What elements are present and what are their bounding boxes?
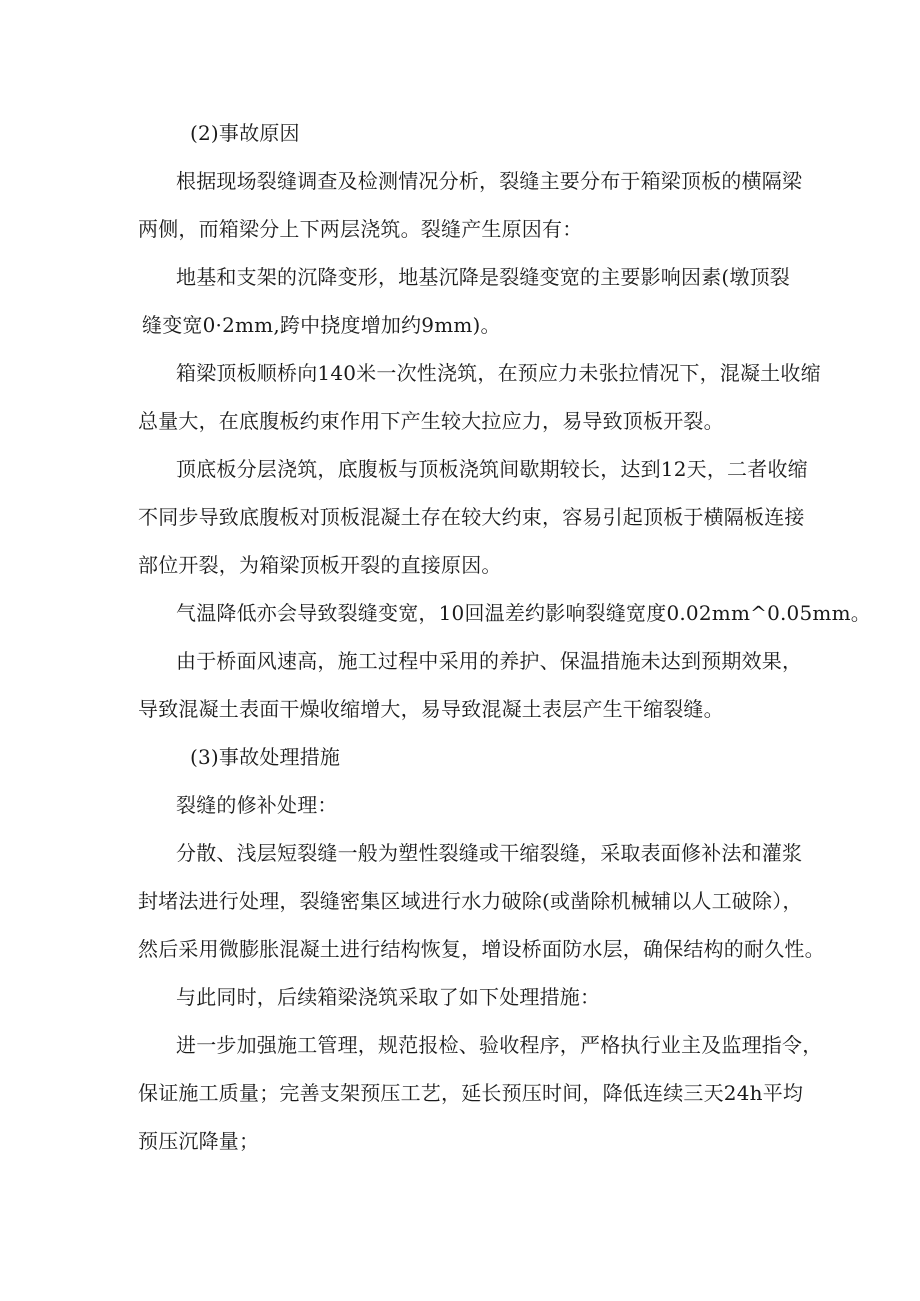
paragraph-line: 与此同时，后续箱梁浇筑采取了如下处理措施：: [176, 985, 601, 1009]
paragraph-line: 两侧，而箱梁分上下两层浇筑。裂缝产生原因有：: [138, 217, 583, 241]
section-heading-accident-handling: (3)事故处理措施: [190, 745, 341, 769]
paragraph-line: 进一步加强施工管理，规范报检、验收程序，严格执行业主及监理指令，: [176, 1033, 823, 1057]
paragraph-line: 箱梁顶板顺桥向140米一次性浇筑，在预应力未张拉情况下，混凝土收缩: [176, 361, 821, 385]
paragraph-line: 裂缝的修补处理：: [176, 793, 338, 817]
paragraph-line: 不同步导致底腹板对顶板混凝土存在较大约束，容易引起顶板于横隔板连接: [138, 505, 805, 529]
paragraph-line: 导致混凝土表面干燥收缩增大，易导致混凝土表层产生干缩裂缝。: [138, 697, 724, 721]
paragraph-line: 预压沉降量；: [138, 1129, 260, 1153]
paragraph-line: 总量大，在底腹板约束作用下产生较大拉应力，易导致顶板开裂。: [138, 409, 724, 433]
paragraph-line: 地基和支架的沉降变形，地基沉降是裂缝变宽的主要影响因素(墩顶裂: [176, 265, 791, 289]
paragraph-line: 分散、浅层短裂缝一般为塑性裂缝或干缩裂缝，采取表面修补法和灌浆: [176, 841, 803, 865]
paragraph-line: 封堵法进行处理，裂缝密集区域进行水力破除(或凿除机械辅以人工破除），: [138, 889, 803, 913]
section-heading-accident-cause: (2)事故原因: [190, 121, 300, 145]
paragraph-line: 根据现场裂缝调查及检测情况分析，裂缝主要分布于箱梁顶板的横隔梁: [176, 169, 803, 193]
paragraph-line: 部位开裂，为箱梁顶板开裂的直接原因。: [138, 553, 502, 577]
paragraph-line: 然后采用微膨胀混凝土进行结构恢复，增设桥面防水层，确保结构的耐久性。: [138, 937, 825, 961]
paragraph-line: 保证施工质量；完善支架预压工艺，延长预压时间，降低连续三天24h平均: [138, 1081, 804, 1105]
paragraph-line: 由于桥面风速高，施工过程中采用的养护、保温措施未达到预期效果，: [176, 649, 803, 673]
paragraph-line: 缝变宽0·2mm,跨中挠度增加约9mm)。: [142, 313, 501, 337]
paragraph-line: 顶底板分层浇筑，底腹板与顶板浇筑间歇期较长，达到12天，二者收缩: [176, 457, 808, 481]
paragraph-line: 气温降低亦会导致裂缝变宽，10回温差约影响裂缝宽度0.02mm^0.05mm。: [176, 601, 871, 625]
